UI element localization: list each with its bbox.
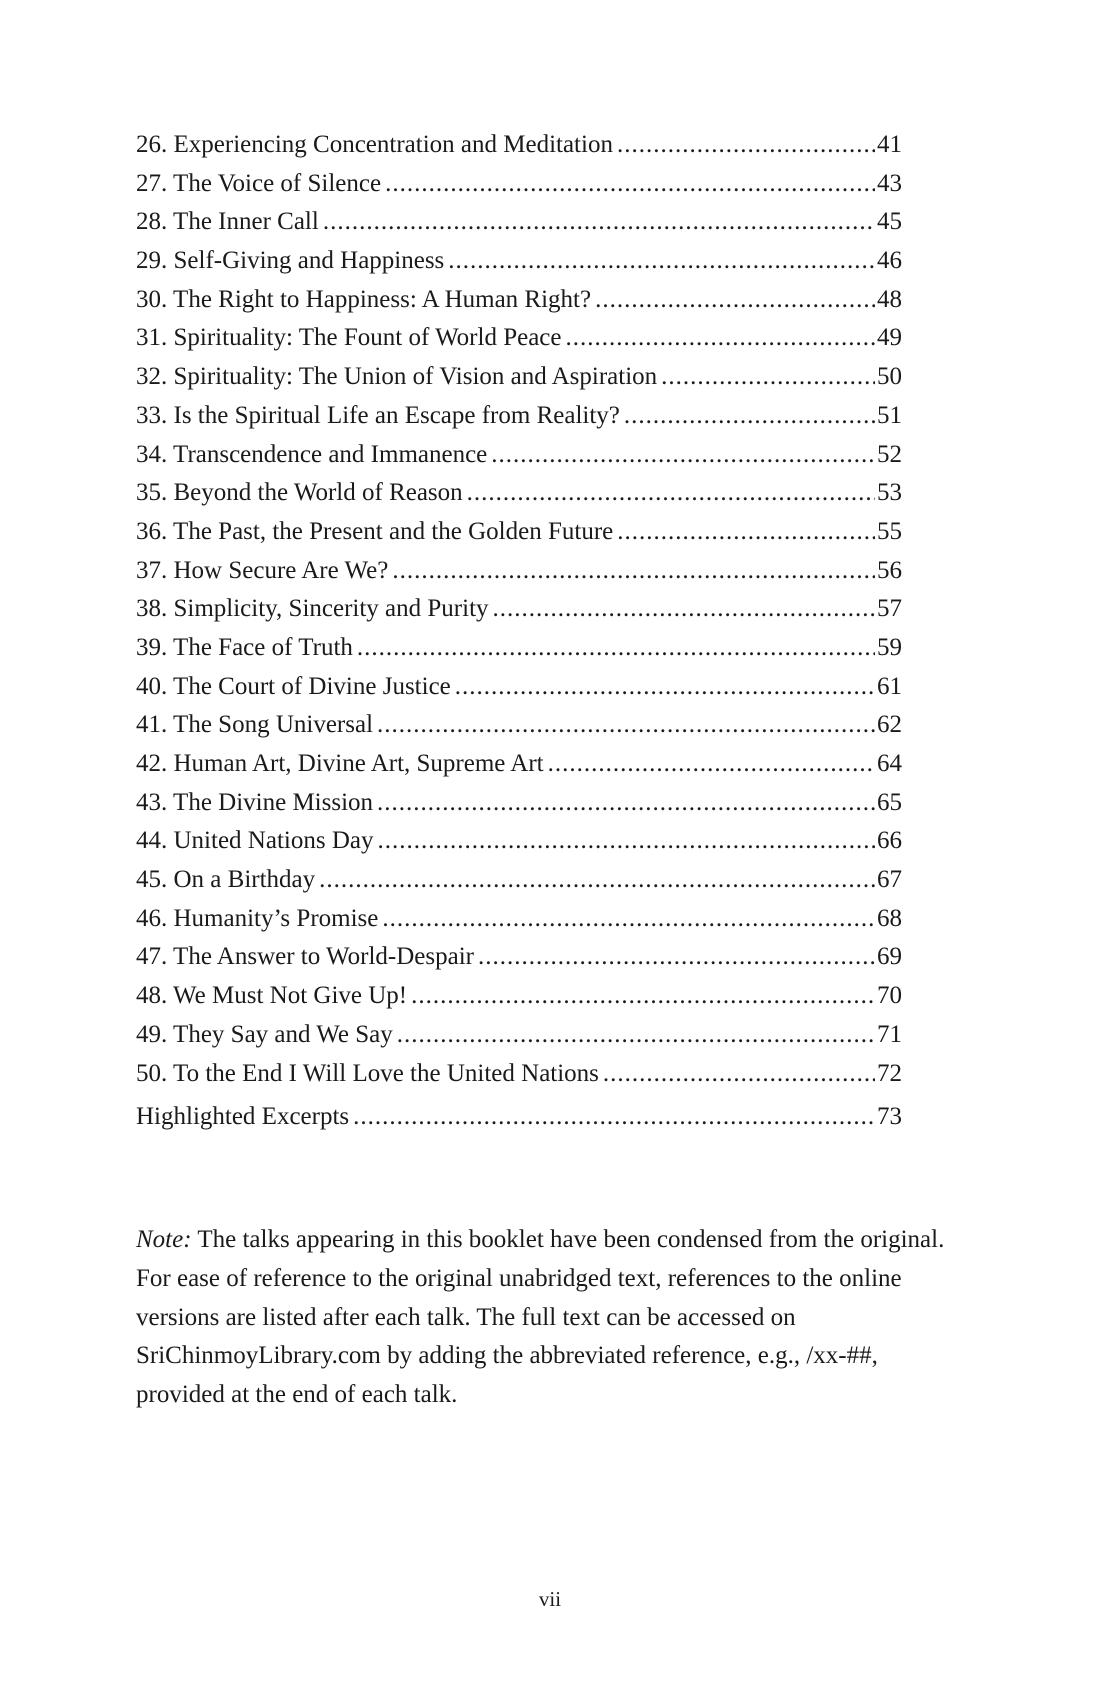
toc-leader-dots — [385, 165, 875, 204]
toc-entry-title: 41. The Song Universal — [136, 711, 374, 739]
toc-entry-page: 72 — [877, 1059, 902, 1087]
toc-leader-dots — [661, 358, 875, 397]
toc-entry-page: 68 — [877, 904, 902, 932]
toc-entry-page: 51 — [877, 401, 902, 429]
toc-entry-page: 61 — [877, 672, 902, 700]
toc-entry-page: 49 — [877, 324, 902, 352]
toc-entry-title: 39. The Face of Truth — [136, 633, 353, 661]
toc-entry-page: 45 — [877, 208, 902, 236]
toc-leader-dots — [382, 900, 875, 939]
note-label: Note: — [136, 1226, 192, 1253]
toc-leader-dots — [617, 513, 875, 552]
toc-leader-dots — [624, 397, 875, 436]
toc-entry-title: 36. The Past, the Present and the Golden Future — [136, 517, 614, 545]
toc-leader-dots — [357, 629, 875, 668]
toc-entry-title: 33. Is the Spiritual Life an Escape from Reality? — [136, 401, 620, 429]
toc-entry-page: 62 — [877, 711, 902, 739]
toc-entry[interactable] — [136, 1055, 902, 1094]
toc-entry[interactable] — [136, 629, 902, 668]
toc-leader-dots — [392, 552, 875, 591]
toc-entry[interactable] — [136, 165, 902, 204]
toc-leader-dots — [323, 203, 875, 242]
toc-entry-title: 46. Humanity’s Promise — [136, 904, 379, 932]
toc-entry[interactable] — [136, 900, 902, 939]
toc-entry-title: 26. Experiencing Concentration and Meditation — [136, 131, 613, 158]
toc-entry-title: 32. Spirituality: The Union of Vision and Aspiration — [136, 363, 658, 391]
toc-entry-page: 52 — [877, 440, 902, 468]
toc-entry-title: 43. The Divine Mission — [136, 788, 374, 816]
toc-entry[interactable] — [136, 203, 902, 242]
toc-entry-title: 34. Transcendence and Immanence — [136, 440, 488, 468]
toc-entry-page: 48 — [877, 285, 902, 313]
toc-leader-dots — [467, 474, 875, 513]
toc-entry-page: 66 — [877, 827, 902, 855]
toc-entry[interactable] — [136, 745, 902, 784]
toc-entry[interactable] — [136, 397, 902, 436]
toc-leader-dots — [319, 861, 875, 900]
toc-entry-title: 30. The Right to Happiness: A Human Right? — [136, 285, 592, 313]
toc-leader-dots — [478, 938, 875, 977]
toc-leader-dots — [603, 1055, 875, 1094]
toc-entry-title: 28. The Inner Call — [136, 208, 319, 236]
toc-entry-page: 57 — [877, 595, 902, 623]
toc-entry-highlighted-excerpts[interactable] — [136, 1098, 902, 1137]
toc-entry[interactable] — [136, 784, 902, 823]
toc-leader-dots — [397, 1016, 875, 1055]
toc-entry[interactable] — [136, 822, 902, 861]
toc-entry[interactable] — [136, 590, 902, 629]
toc-entry-title: 42. Human Art, Divine Art, Supreme Art — [136, 750, 544, 777]
toc-entry-title: 48. We Must Not Give Up! — [136, 982, 408, 1010]
toc-entry-page: 50 — [877, 363, 902, 391]
toc-leader-dots — [377, 706, 875, 745]
toc-leader-dots — [353, 1098, 875, 1137]
toc-entry-title: 49. They Say and We Say — [136, 1020, 393, 1048]
toc-leader-dots — [448, 242, 875, 281]
toc-entry-page: 41 — [877, 131, 902, 158]
toc-entry-title: 31. Spirituality: The Fount of World Peace — [136, 324, 562, 352]
toc-entry-page: 43 — [877, 169, 902, 197]
toc-entry-title: 50. To the End I Will Love the United Nations — [136, 1059, 599, 1087]
toc-entry[interactable] — [136, 281, 902, 320]
toc-entry-page: 64 — [877, 750, 902, 777]
toc-entry[interactable] — [136, 513, 902, 552]
toc-entry[interactable] — [136, 668, 902, 707]
toc-entry-page: 71 — [877, 1020, 902, 1048]
toc-entry[interactable] — [136, 436, 902, 475]
toc-leader-dots — [548, 745, 875, 784]
toc-entry[interactable] — [136, 706, 902, 745]
toc-leader-dots — [493, 590, 875, 629]
toc-entry-page: 67 — [877, 866, 902, 894]
toc-leader-dots — [491, 436, 875, 475]
toc-entry-page: 65 — [877, 788, 902, 816]
toc-entry-page: 55 — [877, 517, 902, 545]
toc-entry-title: 37. How Secure Are We? — [136, 556, 389, 584]
note-paragraph — [136, 1221, 956, 1415]
toc-leader-dots — [377, 784, 875, 823]
toc-entry-title: 44. United Nations Day — [136, 827, 374, 855]
toc-entry-page: 46 — [877, 247, 902, 275]
toc-entry-title: 29. Self-Giving and Happiness — [136, 247, 445, 275]
toc-leader-dots — [411, 977, 875, 1016]
toc-entry[interactable] — [136, 552, 902, 591]
toc-entry[interactable] — [136, 126, 902, 165]
table-of-contents — [136, 126, 902, 1137]
toc-entry-page: 53 — [877, 479, 902, 507]
toc-entry-title: Highlighted Excerpts — [136, 1103, 350, 1131]
toc-entry[interactable] — [136, 319, 902, 358]
toc-leader-dots — [617, 126, 875, 165]
toc-entry[interactable] — [136, 242, 902, 281]
toc-entry[interactable] — [136, 1016, 902, 1055]
toc-entry-title: 27. The Voice of Silence — [136, 169, 382, 197]
toc-entry[interactable] — [136, 861, 902, 900]
note-text: The talks appearing in this booklet have been condensed from the original. For ease of reference to the original unabridged text, references to the online versions are listed after each talk. The full text can be accessed on SriChinmoyLibrary.com by adding the abbreviated reference, e.g., /xx-##, provided at the end of each talk. — [136, 1226, 945, 1409]
toc-leader-dots — [595, 281, 875, 320]
page-number: vii — [538, 1587, 562, 1611]
toc-entry[interactable] — [136, 977, 902, 1016]
toc-entry-page: 56 — [877, 556, 902, 584]
toc-entry-title: 35. Beyond the World of Reason — [136, 479, 463, 507]
toc-leader-dots — [455, 668, 875, 707]
toc-entry-title: 47. The Answer to World-Despair — [136, 943, 474, 971]
toc-leader-dots — [566, 319, 876, 358]
toc-entry[interactable] — [136, 474, 902, 513]
toc-entry-page: 70 — [877, 982, 902, 1010]
toc-entry-page: 73 — [877, 1103, 902, 1131]
toc-entry-title: 40. The Court of Divine Justice — [136, 672, 451, 700]
toc-entry[interactable] — [136, 938, 902, 977]
toc-entry-page: 69 — [877, 943, 902, 971]
toc-leader-dots — [377, 822, 875, 861]
toc-entry[interactable] — [136, 358, 902, 397]
toc-entry-title: 38. Simplicity, Sincerity and Purity — [136, 595, 489, 623]
toc-entry-page: 59 — [877, 633, 902, 661]
toc-entry-title: 45. On a Birthday — [136, 866, 316, 894]
